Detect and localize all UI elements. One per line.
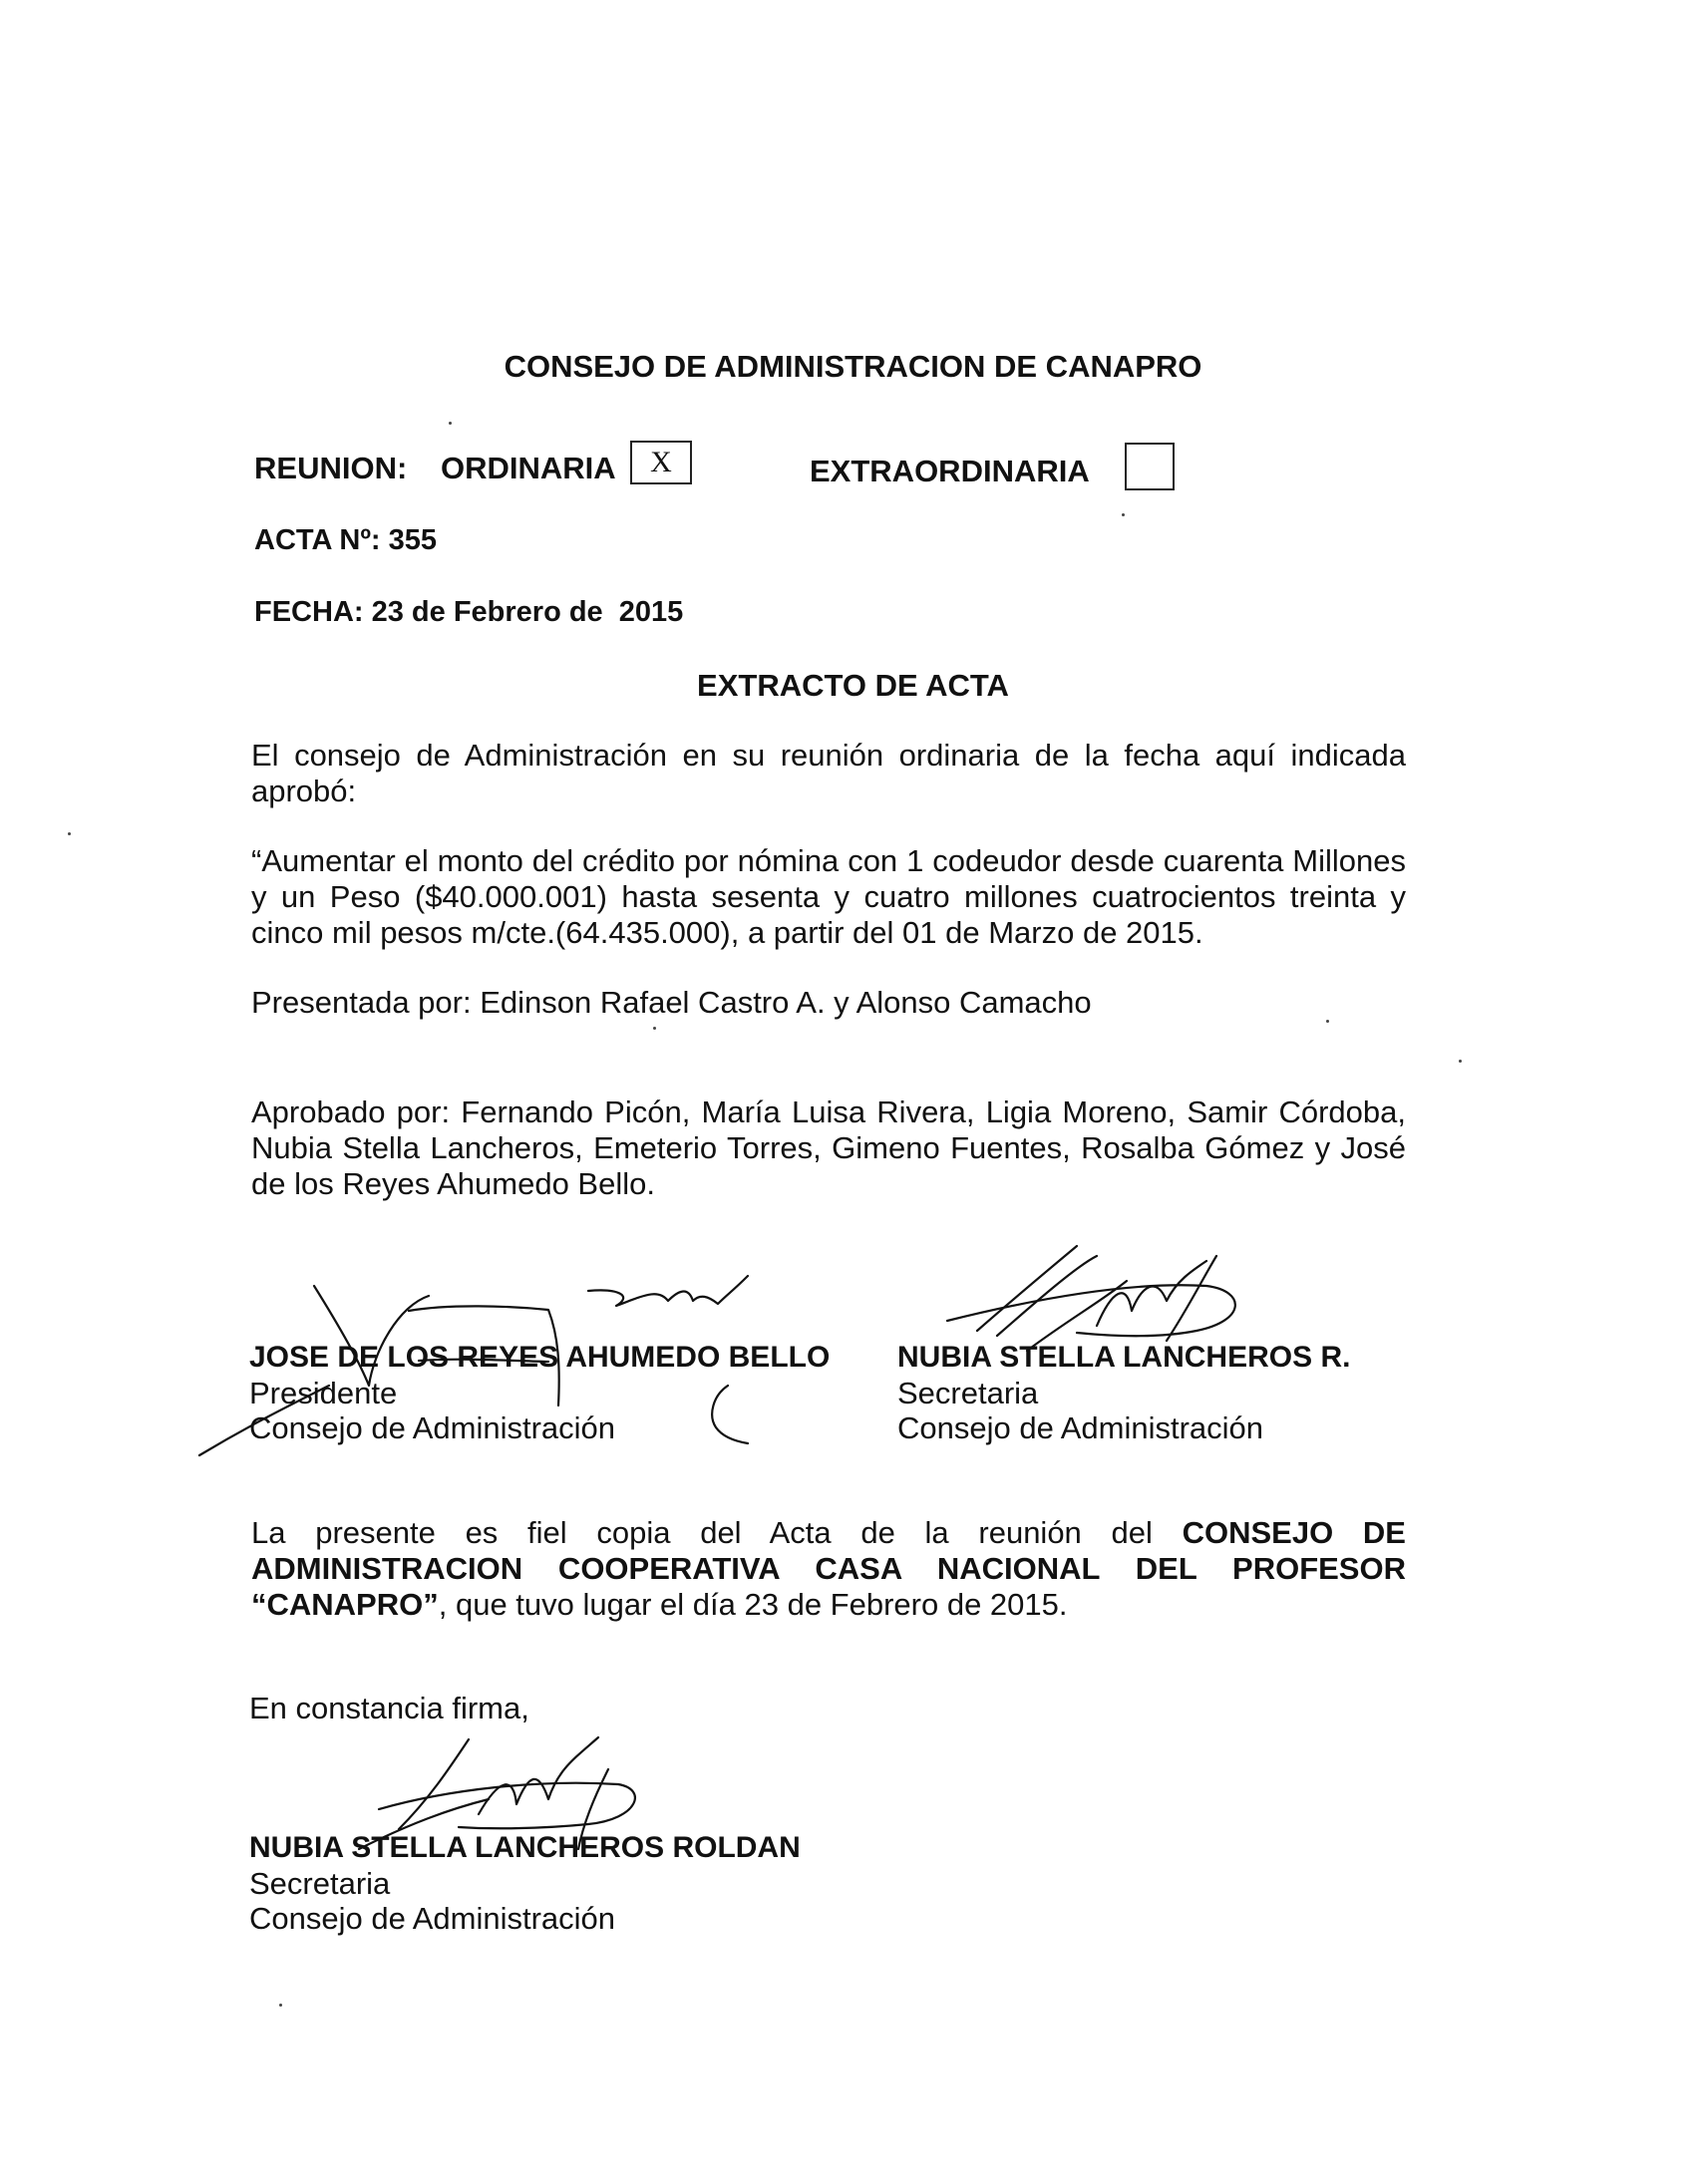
ordinary-label: ORDINARIA [441, 451, 616, 485]
scan-speck [68, 832, 71, 835]
signatory-body-president: Consejo de Administración [249, 1410, 616, 1445]
scan-speck [449, 422, 452, 425]
document-title: CONSEJO DE ADMINISTRACION DE CANAPRO [504, 349, 1202, 384]
meeting-label: REUNION: [254, 451, 408, 485]
ordinary-checkbox[interactable]: X [630, 441, 692, 484]
certification-entity: CONSEJO DE ADMINISTRACION COOPERATIVA CASA NACIONAL DEL PROFESOR “CANAPRO” [251, 1515, 1406, 1622]
document-subtitle: EXTRACTO DE ACTA [697, 668, 1009, 703]
final-signatory-body: Consejo de Administración [249, 1901, 616, 1936]
signatory-name-secretary: NUBIA STELLA LANCHEROS R. [897, 1341, 1351, 1374]
resolution-paragraph: “Aumentar el monto del crédito por nómina con 1 codeudor desde cuarenta Millones y un Peso ($40.000.001) hasta sesenta y cuatro millones cuatrocientos treinta y cinco mil pesos m/cte.(64.435.000), a partir del 01 de Marzo de 2015. [251, 843, 1406, 950]
closing-line: En constancia firma, [249, 1691, 529, 1725]
secretary-signature [927, 1241, 1286, 1371]
extraordinary-label: EXTRAORDINARIA [810, 454, 1090, 488]
meeting-date: FECHA: 23 de Febrero de 2015 [254, 596, 684, 628]
certification-suffix: , que tuvo lugar el día 23 de Febrero de 2015. [438, 1587, 1068, 1622]
final-signatory-name: NUBIA STELLA LANCHEROS ROLDAN [249, 1831, 801, 1864]
presented-by: Presentada por: Edinson Rafael Castro A. y Alonso Camacho [251, 985, 1092, 1020]
certification-prefix: La presente es fiel copia del Acta de la reunión del [251, 1515, 1183, 1550]
signatory-role-secretary: Secretaria [897, 1376, 1039, 1410]
certification-paragraph [251, 1515, 1406, 1623]
intro-paragraph: El consejo de Administración en su reunión ordinaria de la fecha aquí indicada aprobó: [251, 738, 1406, 808]
president-signature [189, 1266, 831, 1475]
extraordinary-checkbox[interactable] [1125, 443, 1175, 490]
signatory-name-president: JOSE DE LOS REYES AHUMEDO BELLO [249, 1341, 831, 1374]
scan-speck [653, 1027, 656, 1030]
signatory-role-president: Presidente [249, 1376, 398, 1410]
scan-speck [1122, 513, 1125, 516]
approved-by: Aprobado por: Fernando Picón, María Luisa Rivera, Ligia Moreno, Samir Córdoba, Nubia Stella Lancheros, Emeterio Torres, Gimeno Fuentes, Rosalba Gómez y José de los Reyes Ahumedo Bello. [251, 1094, 1406, 1201]
scan-speck [279, 2004, 282, 2007]
scan-speck [1459, 1060, 1462, 1063]
scan-speck [1326, 1020, 1329, 1023]
acta-number: ACTA Nº: 355 [254, 524, 438, 556]
final-signatory-role: Secretaria [249, 1866, 391, 1901]
signatory-body-secretary: Consejo de Administración [897, 1410, 1264, 1445]
